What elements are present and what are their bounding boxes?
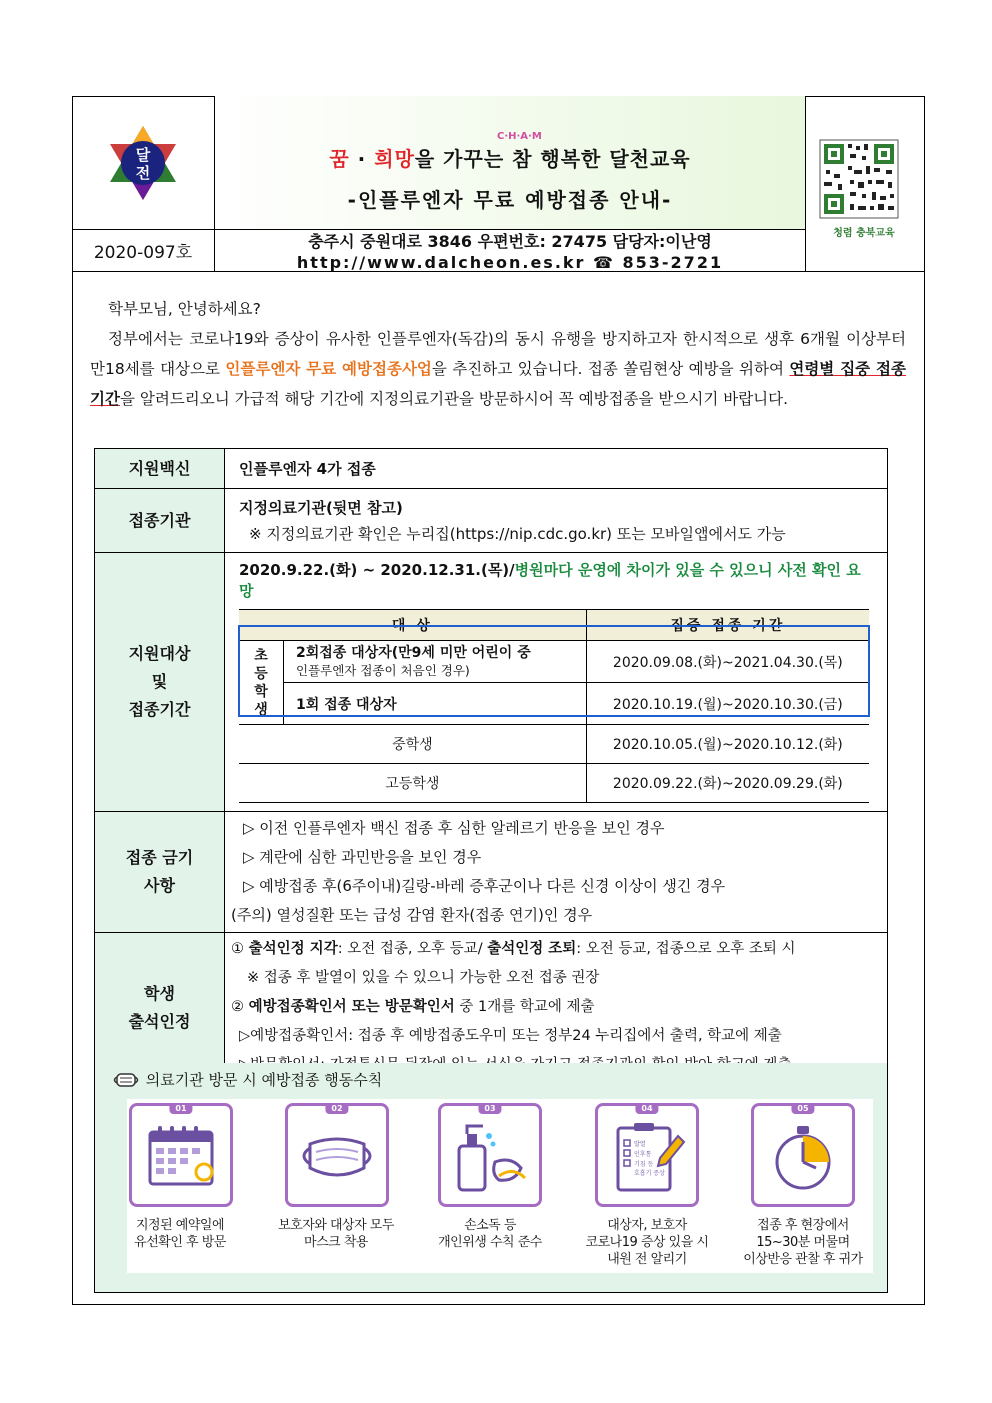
vaccine-value: 인플루엔자 4가 접종 [225, 449, 888, 489]
cap-4-line-1: 대상자, 보호자 [607, 1218, 687, 1233]
attendance-line-2: ※ 접종 후 발열이 있을 수 있으니 가능한 오전 접종 권장 [247, 970, 600, 986]
att-l3-a: ② [231, 999, 249, 1015]
contra-label-1: 접종 금기 [125, 848, 194, 867]
attendance-cell [225, 933, 888, 1083]
qr-caption: 청렴 충북교육 [833, 228, 895, 239]
contra-label [95, 812, 225, 933]
att-l1-d: 출석인정 조퇴 [487, 941, 577, 957]
check-item-1: 발열 [634, 1141, 646, 1148]
elem-char-1: 초 [254, 647, 268, 664]
cap-2-line-2: 마스크 착용 [304, 1235, 368, 1250]
cap-3-line-1: 손소독 등 [464, 1218, 516, 1233]
step-card-3 [438, 1103, 542, 1207]
logo-text-1: 달 [135, 146, 151, 164]
cap-2-line-1: 보호자와 대상자 모두 [278, 1218, 394, 1233]
target-label-1: 지원대상 [128, 644, 191, 663]
mask-icon [111, 1072, 141, 1088]
period-note: 병원마다 운영에 차이가 있을 수 있으니 사전 확인 요망 [239, 561, 861, 600]
slogan [215, 131, 805, 172]
address-line: 충주시 중원대로 3846 우편번호: 27475 담당자:이난영 [308, 232, 712, 251]
cap-3-line-2: 개인위생 수칙 준수 [438, 1235, 542, 1250]
institution-value: 지정의료기관(뒷면 참고) [239, 498, 403, 517]
address-cell [215, 230, 805, 272]
document-number: 2020-097호 [72, 230, 215, 272]
check-item-2: 인후통 [634, 1151, 652, 1158]
web-line: http://www.dalcheon.es.kr ☎ 853-2721 [296, 253, 724, 272]
row-3-period: 2020.10.05.(월)~2020.10.12.(화) [586, 725, 869, 764]
stopwatch-icon [754, 1106, 852, 1204]
institution-note: ※ 지정의료기관 확인은 누리집(https://nip.cdc.go.kr) 또는 모바일앱에서도 가능 [249, 524, 786, 543]
step-num-2: 02 [325, 1103, 348, 1114]
calendar-icon [132, 1106, 230, 1204]
cap-1-line-2: 유선확인 후 방문 [134, 1235, 226, 1250]
conduct-rules-title [111, 1069, 382, 1090]
target-cell [225, 553, 888, 812]
cham-text: C·H·A·M [497, 131, 542, 142]
step-caption-4 [572, 1217, 722, 1268]
face-mask-icon [288, 1106, 386, 1204]
contra-item-3: ▷ 예방접종 후(6주이내)길랑-바레 증후군이나 다른 신경 이상이 생긴 경우 [243, 877, 726, 895]
school-logo-icon [72, 96, 215, 230]
schedule-head-target: 대 상 [239, 610, 586, 641]
step-num-1: 01 [169, 1103, 192, 1114]
intro-text [90, 294, 906, 414]
att-l1-c: : 오전 접종, 오후 등교/ [337, 941, 488, 957]
contra-item-4: (주의) 열성질환 또는 급성 감염 환자(접종 연기)인 경우 [231, 906, 593, 924]
slogan-part-2: · [349, 147, 375, 171]
step-card-2 [285, 1103, 389, 1207]
step-num-4: 04 [635, 1103, 658, 1114]
row-4-period: 2020.09.22.(화)~2020.09.29.(화) [586, 764, 869, 803]
elem-char-2: 등 [254, 665, 268, 682]
period-line [239, 559, 873, 601]
row-2-period: 2020.10.19.(월)~2020.10.30.(금) [586, 683, 869, 725]
row-2-target: 1회 접종 대상자 [284, 683, 587, 725]
step-caption-2 [261, 1217, 411, 1251]
slogan-part-1: 꿈 [329, 147, 350, 171]
row-1-target-a: 2회접종 대상자(만9세 미만 어린이 중 [296, 644, 531, 661]
conduct-rules-section [94, 1063, 888, 1293]
step-caption-5 [728, 1217, 878, 1268]
step-caption-3 [415, 1217, 565, 1251]
att-l1-e: : 오전 등교, 접종으로 오후 조퇴 시 [576, 941, 796, 957]
document-title: -인플루엔자 무료 예방접종 안내- [347, 188, 673, 212]
info-table [94, 448, 888, 1083]
greeting: 학부모님, 안녕하세요? [108, 300, 261, 318]
row-1-period: 2020.09.08.(화)~2021.04.30.(목) [586, 641, 869, 683]
cap-4-line-2: 코로나19 증상 있을 시 [585, 1235, 709, 1250]
school-logo-cell [72, 96, 215, 230]
contra-item-2: ▷ 계란에 심한 과민반응을 보인 경우 [243, 848, 482, 866]
attendance-line-4: ▷예방접종확인서: 접종 후 예방접종도우미 또는 정부24 누리집에서 출력, 학교에 제출 [239, 1028, 782, 1044]
cap-5-line-1: 접종 후 현장에서 [757, 1218, 849, 1233]
target-label [95, 553, 225, 812]
cap-1-line-1: 지정된 예약일에 [135, 1218, 225, 1233]
contra-cell [225, 812, 888, 933]
slogan-part-4: 을 가꾸는 참 [414, 147, 541, 171]
intro-paragraph [90, 324, 906, 414]
checklist-icon [598, 1106, 696, 1204]
attendance-label-2: 출석인정 [128, 1011, 191, 1031]
institution-label: 접종기관 [95, 489, 225, 553]
vaccine-label: 지원백신 [95, 449, 225, 489]
step-num-3: 03 [478, 1103, 501, 1114]
period-range: 2020.9.22.(화) ~ 2020.12.31.(목)/ [239, 561, 515, 579]
elem-char-3: 학 [254, 683, 268, 700]
step-card-1 [129, 1103, 233, 1207]
title-cell [215, 96, 805, 230]
qr-code-icon [806, 96, 926, 272]
row-1-target-b: 인플루엔자 접종이 처음인 경우) [296, 662, 470, 678]
intro-part-e: 을 알려드리오니 가급적 해당 기간에 지정의료기관을 방문하시어 꼭 예방접종을 받으시기 바랍니다. [119, 390, 789, 408]
attendance-line-3 [231, 993, 881, 1022]
attendance-line-1 [231, 935, 881, 964]
step-card-5 [751, 1103, 855, 1207]
slogan-part-5: 행복한 달천교육 [540, 147, 691, 171]
target-label-2: 및 [151, 672, 168, 691]
intro-part-c: 을 추진하고 있습니다. 접종 쏠림현상 예방을 위하여 [431, 360, 790, 378]
schedule-head-period: 집중 접종 기간 [586, 610, 869, 641]
check-item-3: 기침 등 [634, 1161, 654, 1168]
attendance-label [95, 933, 225, 1083]
slogan-part-3: 희망 [374, 147, 415, 171]
intro-highlight: 인플루엔자 무료 예방접종사업 [225, 360, 432, 378]
contra-label-2: 사항 [144, 876, 175, 895]
row-3-target: 중학생 [239, 725, 586, 764]
step-num-5: 05 [791, 1103, 814, 1114]
cap-5-line-2: 15~30분 머물며 [756, 1235, 850, 1250]
steps-panel [127, 1099, 873, 1273]
check-item-4: 호흡기 증상 [634, 1170, 665, 1177]
institution-cell [225, 489, 888, 553]
target-label-3: 접종기간 [128, 700, 191, 719]
att-l3-c: 중 1개를 학교에 제출 [454, 999, 595, 1015]
att-l3-b: 예방접종확인서 또는 방문확인서 [248, 999, 455, 1015]
hand-sanitizer-icon [441, 1106, 539, 1204]
step-caption-1 [105, 1217, 255, 1251]
row-4-target: 고등학생 [239, 764, 586, 803]
attendance-label-1: 학생 [144, 983, 175, 1003]
conduct-rules-text: 의료기관 방문 시 예방접종 행동수칙 [145, 1071, 383, 1089]
step-card-4 [595, 1103, 699, 1207]
logo-text-2: 전 [135, 164, 151, 182]
contra-item-1: ▷ 이전 인플루엔자 백신 접종 후 심한 알레르기 반응을 보인 경우 [243, 819, 665, 837]
att-l1-b: 출석인정 지각 [248, 941, 338, 957]
intro-underline: 연령별 집중 접종기간 [90, 360, 906, 408]
elem-char-4: 생 [254, 701, 268, 718]
intro-part-a: 정부에서는 코로나19와 증상이 유사한 인플루엔자(독감)의 동시 유행을 방지하고자 한시적으로 생후 6개월 이상부터 만18세를 대상으로 [90, 330, 906, 378]
att-l1-a: ① [231, 941, 249, 957]
elementary-highlight-box [238, 625, 870, 717]
cap-4-line-3: 내원 전 알리기 [607, 1252, 687, 1267]
qr-cell [805, 96, 925, 272]
cap-5-line-3: 이상반응 관찰 후 귀가 [743, 1252, 863, 1267]
